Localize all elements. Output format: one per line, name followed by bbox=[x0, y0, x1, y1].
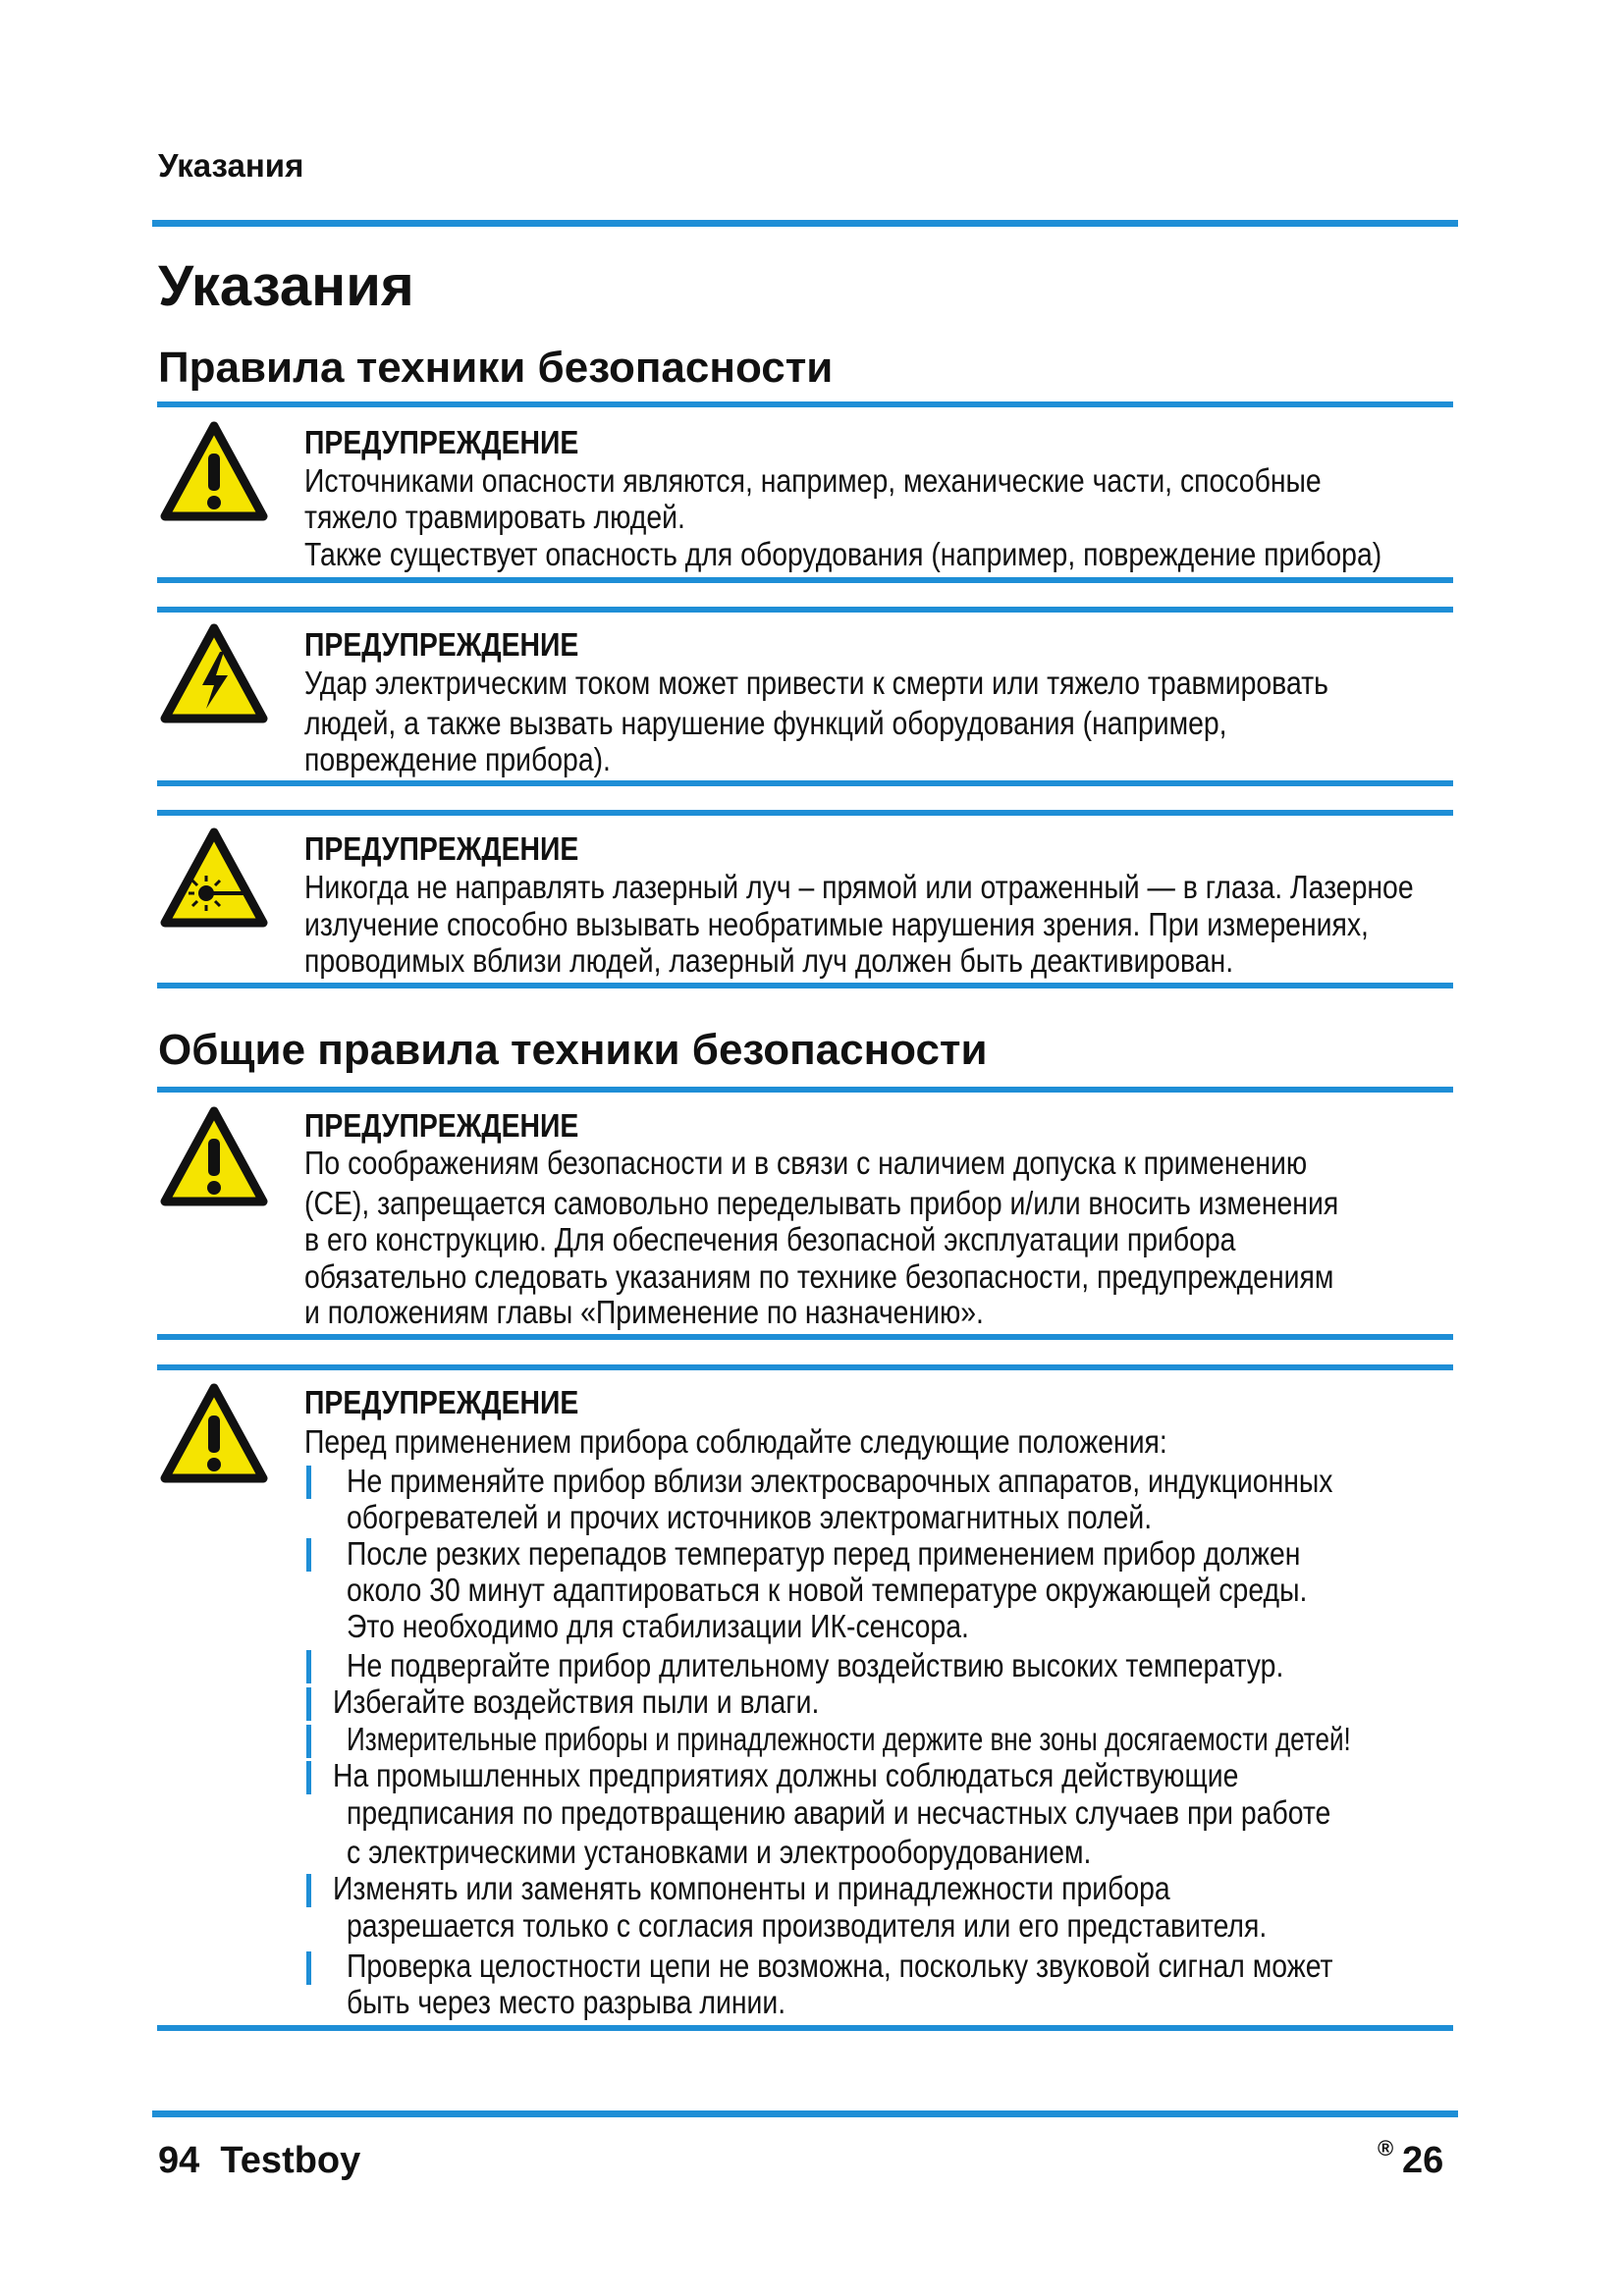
bullet-text-line: Не подвергайте прибор длительному воздействию высоких температур. bbox=[347, 1647, 1284, 1683]
bullet-text-line: Это необходимо для стабилизации ИК-сенсора. bbox=[347, 1608, 969, 1644]
warning-rule bbox=[157, 983, 1453, 988]
warning-label: ПРЕДУПРЕЖДЕНИЕ bbox=[304, 424, 579, 460]
bullet-text-line: Не применяйте прибор вблизи электросварочных аппаратов, индукционных bbox=[347, 1463, 1333, 1499]
doc-number: 26 bbox=[1402, 2140, 1444, 2181]
footer-rule bbox=[152, 2110, 1458, 2117]
bullet-text-line: Изменять или заменять компоненты и принадлежности прибора bbox=[333, 1870, 1170, 1906]
warning-rule bbox=[157, 577, 1453, 583]
warning-text-line: обязательно следовать указаниям по технике безопасности, предупреждениям bbox=[304, 1258, 1334, 1295]
warning-label: ПРЕДУПРЕЖДЕНИЕ bbox=[304, 1107, 579, 1144]
electric-shock-warning-icon bbox=[159, 622, 269, 724]
footer-left bbox=[158, 2140, 360, 2182]
bullet-text-line: разрешается только с согласия производителя или его представителя. bbox=[347, 1907, 1268, 1944]
warning-text-line: Также существует опасность для оборудования (например, повреждение прибора) bbox=[304, 536, 1382, 572]
warning-rule bbox=[157, 607, 1453, 613]
page-number: 94 bbox=[158, 2140, 200, 2181]
warning-text-line: в его конструкцию. Для обеспечения безопасной эксплуатации прибора bbox=[304, 1221, 1236, 1257]
bullet-marker bbox=[306, 1761, 311, 1794]
bullet-marker bbox=[306, 1687, 311, 1721]
section-rule bbox=[157, 1087, 1453, 1093]
warning-text-line: По соображениям безопасности и в связи с наличием допуска к применению bbox=[304, 1145, 1308, 1181]
warning-rule bbox=[157, 810, 1453, 816]
laser-warning-icon bbox=[159, 827, 269, 929]
bullet-marker bbox=[306, 1466, 311, 1499]
warning-text-line: тяжело травмировать людей. bbox=[304, 499, 685, 535]
warning-rule bbox=[157, 1334, 1453, 1340]
warning-text-line: повреждение прибора). bbox=[304, 741, 611, 777]
bullet-marker bbox=[306, 1538, 311, 1572]
warning-rule bbox=[157, 780, 1453, 786]
registered-mark: ® bbox=[1378, 2136, 1394, 2161]
warning-label: ПРЕДУПРЕЖДЕНИЕ bbox=[304, 830, 579, 867]
warning-text-line: излучение способно вызывать необратимые нарушения зрения. При измерениях, bbox=[304, 906, 1369, 942]
bullet-text-line: обогревателей и прочих источников электромагнитных полей. bbox=[347, 1499, 1153, 1535]
bullet-text-line: На промышленных предприятиях должны соблюдаться действующие bbox=[333, 1757, 1239, 1793]
warning-rule bbox=[157, 1364, 1453, 1370]
page-title: Указания bbox=[158, 254, 414, 318]
warning-text-line: проводимых вблизи людей, лазерный луч должен быть деактивирован. bbox=[304, 942, 1234, 979]
warning-text-line: (CE), запрещается самовольно переделывать прибор и/или вносить изменения bbox=[304, 1185, 1339, 1221]
warning-text-line: Никогда не направлять лазерный луч – прямой или отраженный — в глаза. Лазерное bbox=[304, 869, 1414, 905]
bullet-text-line: с электрическими установками и электрооборудованием. bbox=[347, 1834, 1092, 1870]
general-warning-icon bbox=[159, 1382, 269, 1484]
bullet-text-line: быть через место разрыва линии. bbox=[347, 1984, 786, 2020]
bullet-marker bbox=[306, 1951, 311, 1985]
bullet-text-line: После резких перепадов температур перед применением прибор должен bbox=[347, 1535, 1301, 1572]
warning-intro: Перед применением прибора соблюдайте следующие положения: bbox=[304, 1423, 1167, 1460]
warning-text-line: Источниками опасности являются, например, механические части, способные bbox=[304, 462, 1322, 499]
bullet-text-line: около 30 минут адаптироваться к новой температуре окружающей среды. bbox=[347, 1572, 1308, 1608]
warning-text-line: и положениям главы «Применение по назначению». bbox=[304, 1294, 984, 1330]
warning-rule bbox=[157, 2025, 1453, 2031]
bullet-text-line: предписания по предотвращению аварий и несчастных случаев при работе bbox=[347, 1794, 1331, 1831]
running-head: Указания bbox=[158, 147, 304, 184]
brand-name: Testboy bbox=[220, 2140, 361, 2181]
warning-label: ПРЕДУПРЕЖДЕНИЕ bbox=[304, 1384, 579, 1420]
bullet-marker bbox=[306, 1725, 311, 1758]
section-title-safety-rules: Правила техники безопасности bbox=[158, 344, 834, 392]
bullet-marker bbox=[306, 1874, 311, 1907]
warning-label: ПРЕДУПРЕЖДЕНИЕ bbox=[304, 626, 579, 663]
general-warning-icon bbox=[159, 1105, 269, 1207]
section-title-general-safety-rules: Общие правила техники безопасности bbox=[158, 1026, 988, 1074]
general-warning-icon bbox=[159, 420, 269, 522]
bullet-text-line: Проверка целостности цепи не возможна, поскольку звуковой сигнал может bbox=[347, 1948, 1333, 1984]
header-rule bbox=[152, 220, 1458, 227]
bullet-text-line: Измерительные приборы и принадлежности держите вне зоны досягаемости детей! bbox=[347, 1721, 1351, 1757]
warning-text-line: людей, а также вызвать нарушение функций оборудования (например, bbox=[304, 705, 1227, 741]
bullet-marker bbox=[306, 1650, 311, 1683]
section-rule bbox=[157, 401, 1453, 407]
warning-text-line: Удар электрическим током может привести к смерти или тяжело травмировать bbox=[304, 665, 1328, 701]
bullet-text-line: Избегайте воздействия пыли и влаги. bbox=[333, 1683, 820, 1720]
